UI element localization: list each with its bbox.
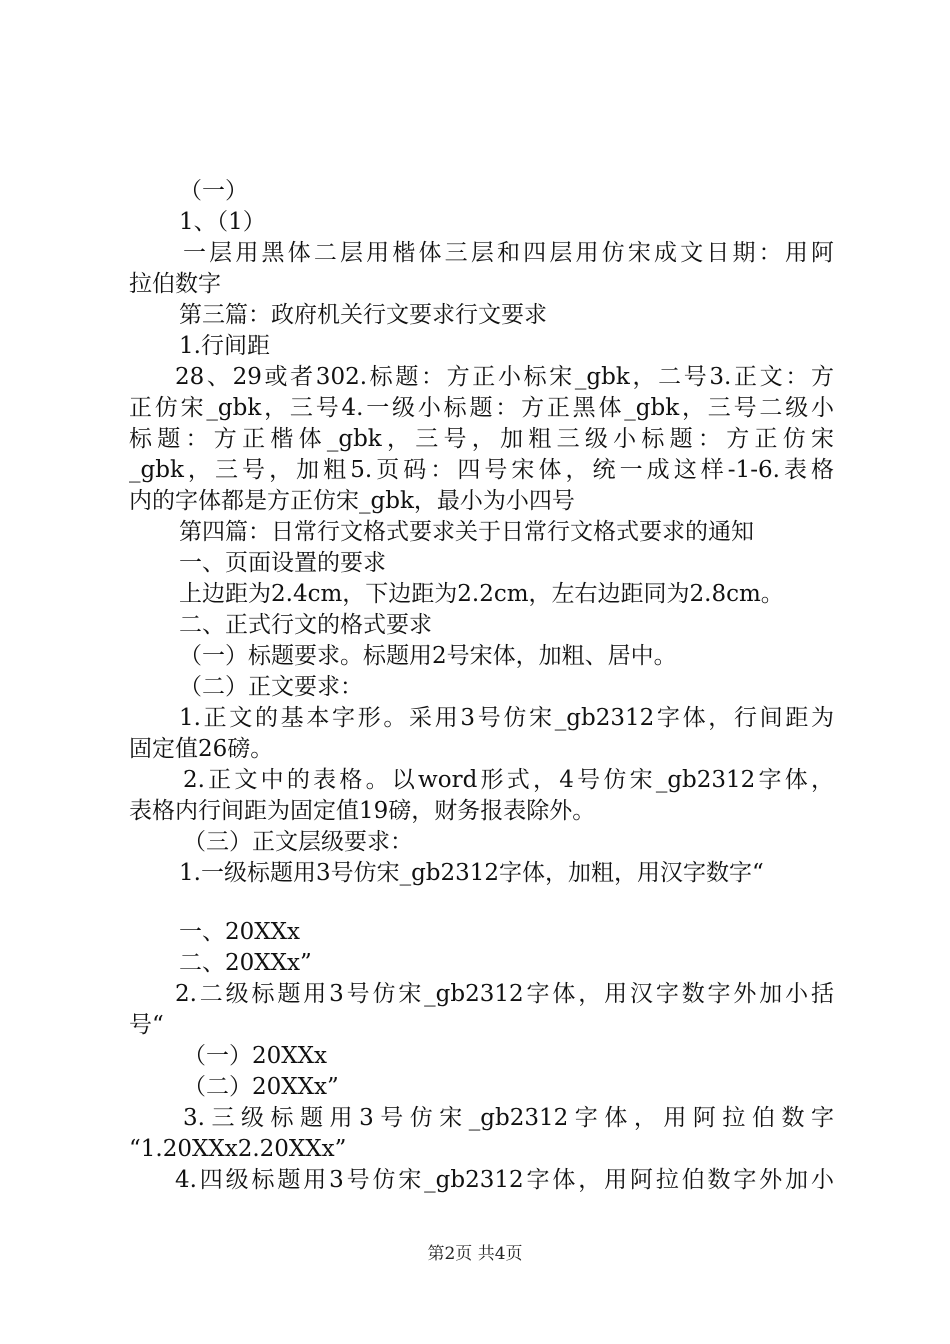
text-line: 二、正式行文的格式要求 [179, 612, 432, 638]
text-line: 二、20XXx” [179, 950, 312, 976]
text-line: 上边距为2.4cm，下边距为2.2cm，左右边距同为2.8cm。 [179, 581, 784, 607]
spacer [129, 889, 834, 917]
text-line: 1.一级标题用3号仿宋_gb2312字体，加粗，用汉字数字“ [179, 860, 764, 886]
text-line: （二）20XXx” [183, 1074, 339, 1100]
text-line: _gbk，三号，加粗5.页码：四号宋体，统一成这样-1-6.表格 [129, 457, 834, 483]
text-line: 第四篇：日常行文格式要求关于日常行文格式要求的通知 [179, 519, 754, 545]
text-line: 正仿宋_gbk，三号4.一级小标题：方正黑体_gbk，三号二级小 [129, 395, 834, 421]
page-number-footer: 第2页 共4页 [427, 1244, 523, 1264]
text-line: （三）正文层级要求： [183, 829, 413, 855]
text-line: 1、（1） [179, 209, 266, 235]
document-body [129, 176, 834, 1196]
text-line: （一） [179, 178, 248, 204]
text-line: 2.正文中的表格。以word形式，4号仿宋_gb2312字体， [183, 767, 834, 793]
text-line: （一）20XXx [183, 1043, 327, 1069]
text-line: （一）标题要求。标题用2号宋体，加粗、居中。 [179, 643, 677, 669]
text-line: 1.行间距 [179, 333, 270, 359]
text-line: 一、20XXx [179, 919, 300, 945]
text-line: 一层用黑体二层用楷体三层和四层用仿宋成文日期：用阿 [183, 240, 834, 266]
text-line: 2.二级标题用3号仿宋_gb2312字体，用汉字数字外加小括 [175, 981, 834, 1007]
text-line: 28、29或者302.标题：方正小标宋_gbk，二号3.正文：方 [175, 364, 834, 390]
text-line: 3.三级标题用3号仿宋_gb2312字体，用阿拉伯数字 [183, 1105, 834, 1131]
text-line: 第三篇：政府机关行文要求行文要求 [179, 302, 547, 328]
text-line: 1.正文的基本字形。采用3号仿宋_gb2312字体，行间距为 [179, 705, 834, 731]
text-line: 内的字体都是方正仿宋_gbk，最小为小四号 [129, 488, 575, 514]
text-line: 表格内行间距为固定值19磅，财务报表除外。 [129, 798, 596, 824]
text-line: （二）正文要求： [179, 674, 363, 700]
text-line: “1.20XXx2.20XXx” [129, 1136, 347, 1162]
text-line: 拉伯数字 [129, 271, 221, 297]
text-line: 标题：方正楷体_gbk，三号，加粗三级小标题：方正仿宋 [129, 426, 834, 452]
text-line: 号“ [129, 1012, 164, 1038]
text-line: 一、页面设置的要求 [179, 550, 386, 576]
text-line: 固定值26磅。 [129, 736, 274, 762]
text-line: 4.四级标题用3号仿宋_gb2312字体，用阿拉伯数字外加小 [175, 1167, 834, 1193]
